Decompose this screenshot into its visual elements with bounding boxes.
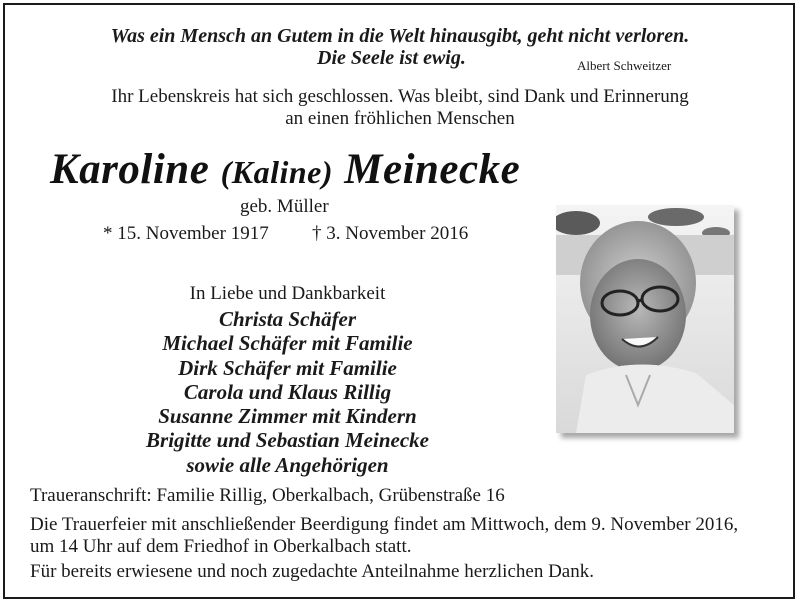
thanks-line: Für bereits erwiesene und noch zugedachte Anteilnahme herzlichen Dank. — [30, 561, 594, 582]
birth-date: * 15. November 1917 — [103, 223, 269, 244]
mourner-name: Brigitte und Sebastian Meinecke — [146, 428, 429, 453]
mourners-heading: In Liebe und Dankbarkeit — [189, 283, 386, 304]
mourner-name: sowie alle Angehörigen — [186, 452, 389, 477]
mourner-name: Christa Schäfer — [218, 307, 357, 331]
mourner-name: Susanne Zimmer mit Kindern — [158, 404, 417, 429]
quote-line-2: Die Seele ist ewig. — [317, 47, 466, 69]
birth-name: geb. Müller — [240, 196, 329, 217]
mourning-address: Traueranschrift: Familie Rillig, Oberkalbach, Grübenstraße 16 — [30, 485, 505, 506]
mourner-name: Michael Schäfer mit Familie — [162, 331, 413, 356]
intro-line-1: Ihr Lebenskreis hat sich geschlossen. Was bleibt, sind Dank und Erinnerung — [111, 86, 689, 107]
mourner-name: Dirk Schäfer mit Familie — [178, 355, 397, 380]
portrait-photo — [556, 205, 734, 433]
mourner-name: Carola und Klaus Rillig — [183, 379, 392, 404]
service-info-line-2: um 14 Uhr auf dem Friedhof in Oberkalbach statt. — [30, 536, 412, 557]
nickname: (Kaline) — [220, 154, 333, 190]
intro-line-2: an einen fröhlichen Menschen — [285, 108, 515, 129]
service-info-line-1: Die Trauerfeier mit anschließender Beerdigung findet am Mittwoch, dem 9. November 2016, — [30, 514, 739, 535]
quote-author: Albert Schweitzer — [577, 58, 672, 73]
mourners-list — [90, 307, 485, 477]
death-date: † 3. November 2016 — [312, 223, 469, 244]
first-name: Karoline — [50, 146, 210, 193]
deceased-name — [50, 145, 520, 194]
quote-line-1: Was ein Mensch an Gutem in die Welt hinausgibt, geht nicht verloren. — [110, 25, 690, 47]
last-name: Meinecke — [344, 146, 521, 193]
